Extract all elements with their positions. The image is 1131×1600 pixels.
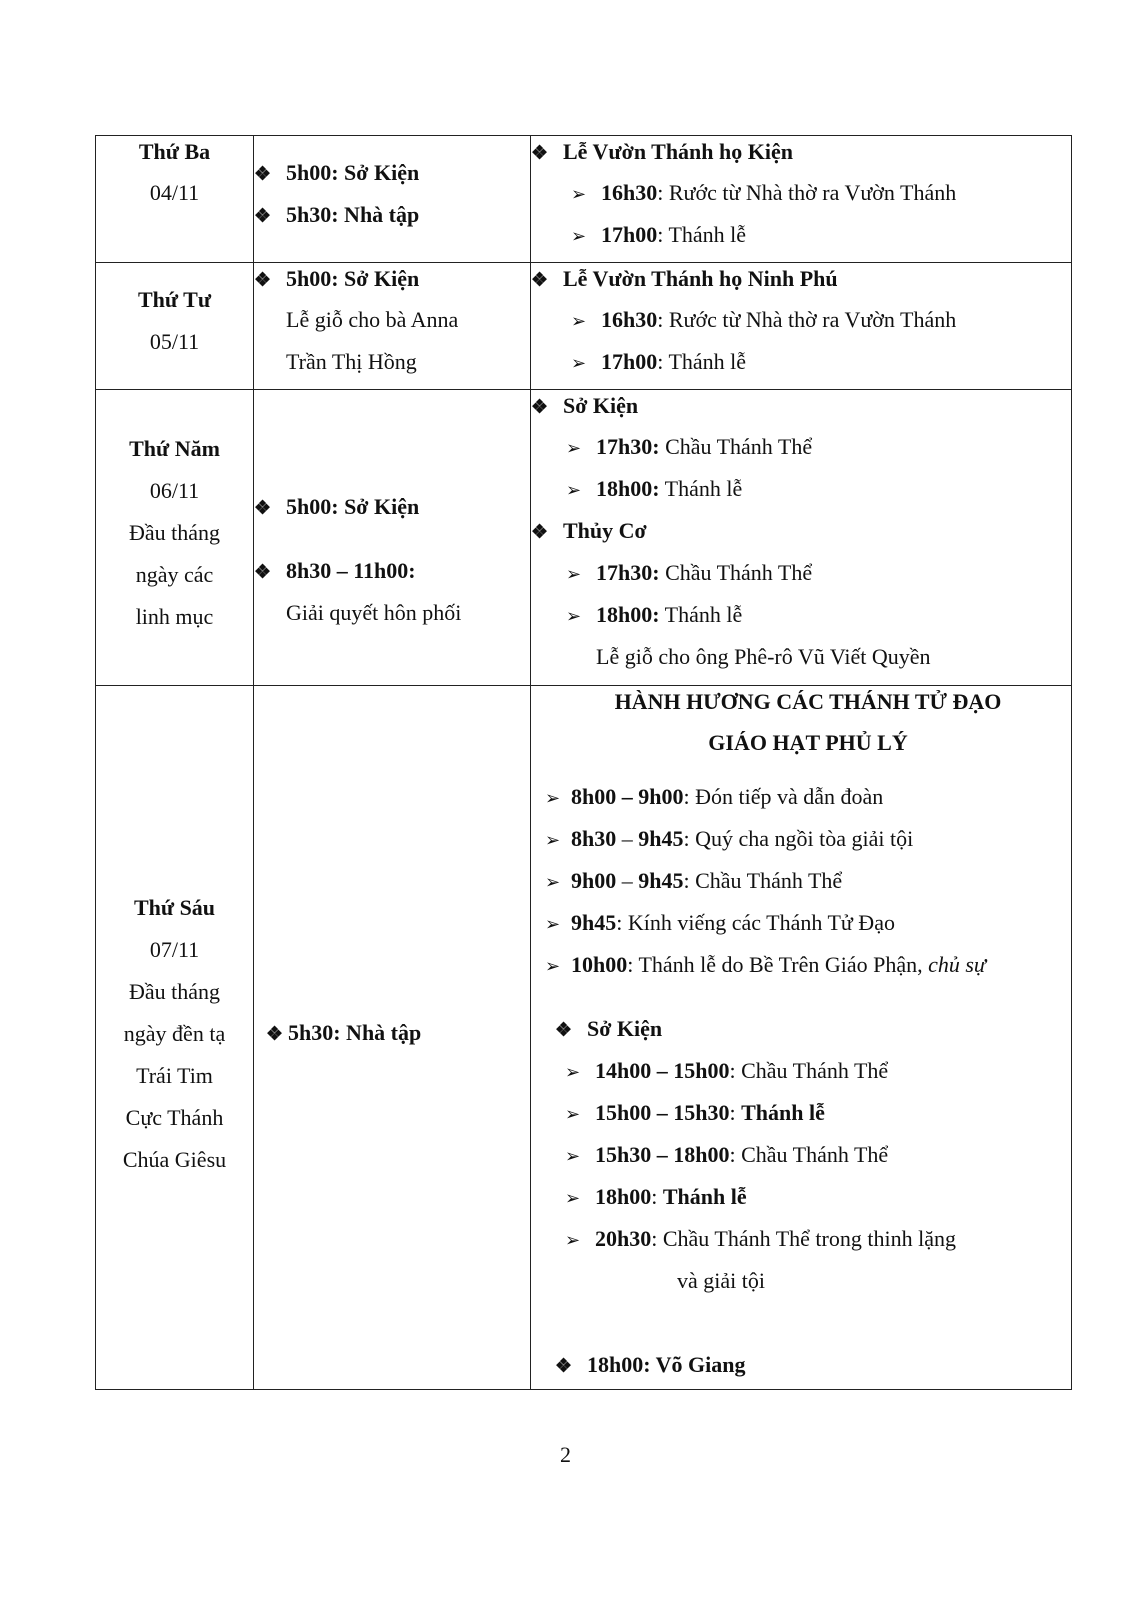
- arrow-icon: ➢: [545, 872, 561, 892]
- arrow-icon: ➢: [571, 353, 587, 373]
- pilgrimage-heading: GIÁO HẠT PHỦ LÝ: [708, 730, 908, 755]
- day-name: Thứ Sáu: [133, 895, 216, 920]
- evening-cell: [531, 686, 1072, 1390]
- day-cell: [96, 263, 254, 390]
- item-text: : Rước từ Nhà thờ ra Vườn Thánh: [657, 180, 957, 205]
- arrow-icon: ➢: [566, 564, 582, 584]
- morning-cell: [254, 263, 531, 390]
- day-note: Cực Thánh: [125, 1105, 224, 1130]
- item-text: :: [729, 1100, 742, 1125]
- day-name: Thứ Tư: [137, 287, 212, 312]
- day-note: Trái Tim: [136, 1063, 213, 1088]
- diamond-icon: ❖: [266, 1024, 284, 1045]
- day-date: 07/11: [149, 937, 200, 962]
- item-time: 9h45: [638, 868, 684, 893]
- item-text: : Đón tiếp và dẫn đoàn: [683, 784, 884, 809]
- item-time: 18h00:: [596, 602, 660, 627]
- arrow-icon: ➢: [545, 830, 561, 850]
- evening-title: Lễ Vườn Thánh họ Kiện: [563, 139, 793, 164]
- schedule-row: [96, 686, 1072, 1390]
- diamond-icon: ❖: [254, 562, 272, 583]
- item-text: : Quý cha ngồi tòa giải tội: [683, 826, 914, 851]
- arrow-icon: ➢: [545, 914, 561, 934]
- day-date: 04/11: [149, 180, 200, 205]
- morning-cell: [254, 136, 531, 263]
- schedule-table: [95, 135, 1072, 1390]
- pilgrimage-heading: HÀNH HƯƠNG CÁC THÁNH TỬ ĐẠO: [614, 689, 1002, 714]
- morning-time: 5h00: [286, 494, 332, 519]
- item-time: 17h30:: [596, 560, 660, 585]
- item-text: : Chầu Thánh Thể trong thinh lặng: [651, 1226, 956, 1251]
- morning-note: Giải quyết hôn phối: [286, 600, 462, 625]
- group-title: Sở Kiện: [587, 1016, 663, 1041]
- evening-cell: [531, 136, 1072, 263]
- day-note: ngày đền tạ: [123, 1021, 226, 1046]
- schedule-row: [96, 263, 1072, 390]
- item-continuation: và giải tội: [677, 1268, 765, 1293]
- arrow-icon: ➢: [565, 1230, 581, 1250]
- group-title: Thủy Cơ: [563, 518, 647, 543]
- item-time: 8h30: [571, 826, 617, 851]
- morning-item: 5h00: Sở Kiện: [286, 266, 420, 291]
- item-text: Thánh lễ: [659, 476, 743, 501]
- diamond-icon: ❖: [531, 397, 549, 418]
- day-date: 05/11: [149, 329, 200, 354]
- diamond-icon: ❖: [254, 164, 272, 185]
- item-text: : Chầu Thánh Thể: [683, 868, 843, 893]
- arrow-icon: ➢: [565, 1104, 581, 1124]
- page-number: 2: [560, 1442, 571, 1467]
- item-time: 18h00:: [596, 476, 660, 501]
- arrow-icon: ➢: [545, 788, 561, 808]
- item-time: 9h45: [571, 910, 617, 935]
- item-text: : Chầu Thánh Thể: [729, 1058, 889, 1083]
- morning-item: 5h00: Sở Kiện: [286, 160, 420, 185]
- item-time: 10h00: [571, 952, 628, 977]
- arrow-icon: ➢: [571, 226, 587, 246]
- morning-note: Trần Thị Hồng: [286, 349, 417, 374]
- diamond-icon: ❖: [555, 1020, 573, 1041]
- item-text: Chầu Thánh Thể: [659, 434, 813, 459]
- item-time: 17h00: [601, 222, 658, 247]
- item-italic: chủ sự: [928, 952, 986, 977]
- item-time: 17h30:: [596, 434, 660, 459]
- day-note: linh mục: [135, 604, 214, 629]
- item-text: : Chầu Thánh Thể: [729, 1142, 889, 1167]
- arrow-icon: ➢: [566, 480, 582, 500]
- diamond-icon: ❖: [531, 522, 549, 543]
- evening-cell: [531, 263, 1072, 390]
- day-note: Đầu tháng: [128, 979, 221, 1004]
- morning-note: Lễ giỗ cho bà Anna: [286, 307, 459, 332]
- diamond-icon: ❖: [531, 270, 549, 291]
- evening-cell: [531, 390, 1072, 686]
- day-note: Đầu tháng: [128, 520, 221, 545]
- morning-item: 5h30: Nhà tập: [288, 1020, 422, 1045]
- item-text: Thánh lễ: [659, 602, 743, 627]
- item-bold-text: Thánh lễ: [662, 1184, 747, 1209]
- schedule-row: [96, 136, 1072, 263]
- item-time: 9h00: [571, 868, 617, 893]
- item-text: : Thánh lễ: [657, 349, 747, 374]
- final-item: 18h00: Võ Giang: [587, 1352, 746, 1377]
- evening-note: Lễ giỗ cho ông Phê-rô Vũ Viết Quyền: [596, 644, 931, 669]
- diamond-icon: ❖: [531, 143, 549, 164]
- item-text: :: [651, 1184, 663, 1209]
- item-time: 15h00 – 15h30: [595, 1100, 730, 1125]
- day-name: Thứ Năm: [129, 436, 220, 461]
- day-cell: [96, 686, 254, 1390]
- diamond-icon: ❖: [254, 206, 272, 227]
- item-time: 18h00: [595, 1184, 652, 1209]
- item-sep: –: [616, 826, 639, 851]
- item-time: 14h00 – 15h00: [595, 1058, 730, 1083]
- item-text: : Rước từ Nhà thờ ra Vườn Thánh: [657, 307, 957, 332]
- item-time: 15h30 – 18h00: [595, 1142, 730, 1167]
- item-text: : Thánh lễ do Bề Trên Giáo Phận,: [627, 952, 929, 977]
- item-text: : Thánh lễ: [657, 222, 747, 247]
- day-cell: [96, 390, 254, 686]
- item-text: : Kính viếng các Thánh Tử Đạo: [616, 910, 895, 935]
- item-text: Chầu Thánh Thể: [659, 560, 813, 585]
- morning-item: 8h30 – 11h00:: [286, 558, 416, 583]
- morning-cell: [254, 390, 531, 686]
- arrow-icon: ➢: [566, 606, 582, 626]
- item-sep: –: [616, 868, 639, 893]
- morning-place: : Sở Kiện: [331, 494, 420, 519]
- day-cell: [96, 136, 254, 263]
- item-time: 9h45: [638, 826, 684, 851]
- morning-cell: [254, 686, 531, 1390]
- item-bold-text: Thánh lễ: [741, 1100, 825, 1125]
- arrow-icon: ➢: [571, 184, 587, 204]
- item-time: 8h00 – 9h00: [571, 784, 684, 809]
- diamond-icon: ❖: [254, 270, 272, 291]
- item-time: 17h00: [601, 349, 658, 374]
- item-time: 20h30: [595, 1226, 652, 1251]
- item-time: 16h30: [601, 180, 658, 205]
- day-note: ngày các: [135, 562, 214, 587]
- schedule-row: [96, 390, 1072, 686]
- arrow-icon: ➢: [545, 956, 561, 976]
- arrow-icon: ➢: [565, 1146, 581, 1166]
- diamond-icon: ❖: [254, 498, 272, 519]
- group-title: Sở Kiện: [563, 393, 639, 418]
- diamond-icon: ❖: [555, 1356, 573, 1377]
- arrow-icon: ➢: [571, 311, 587, 331]
- morning-item: 5h30: Nhà tập: [286, 202, 420, 227]
- day-name: Thứ Ba: [138, 139, 211, 164]
- arrow-icon: ➢: [565, 1188, 581, 1208]
- day-date: 06/11: [149, 478, 200, 503]
- evening-title: Lễ Vườn Thánh họ Ninh Phú: [563, 266, 838, 291]
- day-note: Chúa Giêsu: [122, 1147, 227, 1172]
- arrow-icon: ➢: [565, 1062, 581, 1082]
- arrow-icon: ➢: [566, 438, 582, 458]
- item-time: 16h30: [601, 307, 658, 332]
